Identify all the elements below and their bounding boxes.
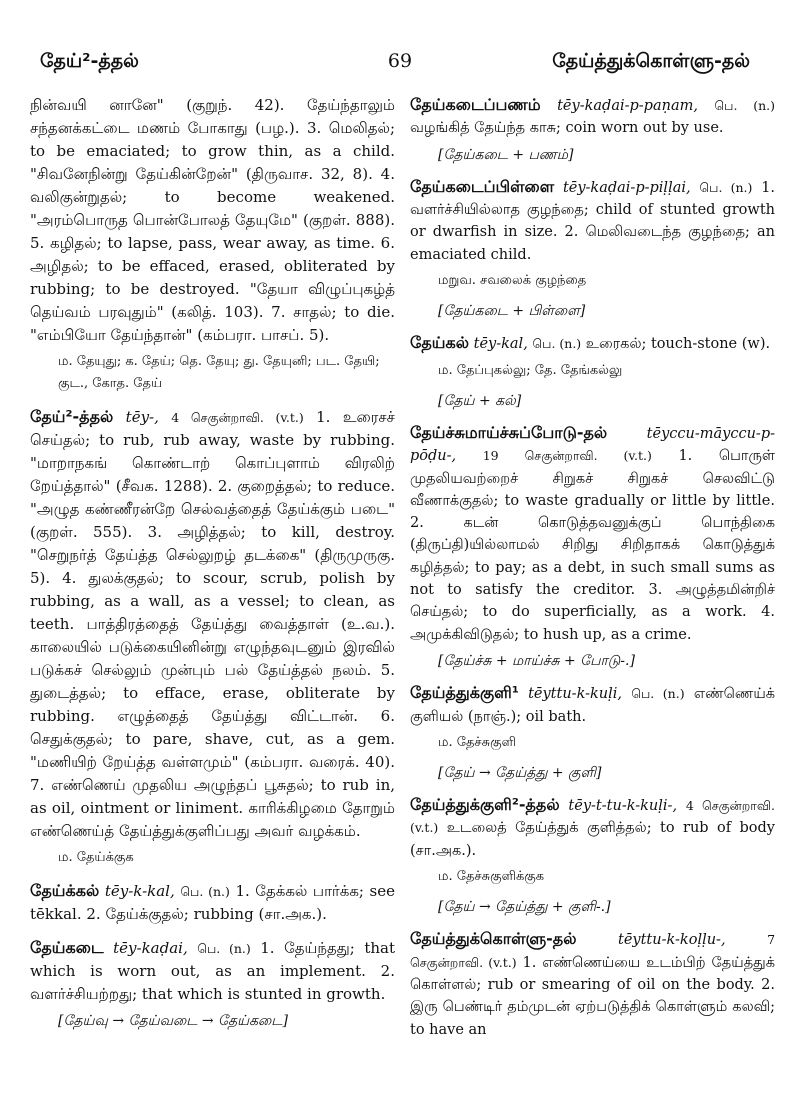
header-right-guideword: தேய்த்துக்கொள்ளு-தல் — [552, 50, 750, 72]
part-of-speech: 4 செகுன்றாவி. (v.t.) — [410, 798, 776, 836]
part-of-speech: 19 செகுன்றாவி. (v.t.) — [482, 448, 652, 464]
transliteration: tēy-k-kal, — [104, 882, 175, 900]
definition: வழங்கித் தேய்ந்த காசு; coin worn out by use. — [410, 120, 724, 137]
definition: உரைகல்; touch-stone (w). — [585, 336, 771, 353]
page-header — [30, 50, 770, 80]
synonym-note: மறுவ. சவலைக் குழந்தை — [438, 273, 587, 289]
headword: தேய்த்துக்குளி¹ — [410, 683, 519, 703]
dictionary-entry — [410, 682, 775, 784]
transliteration: tēyccu-māyccu-p-pōḍu-, — [410, 425, 775, 465]
left-column — [30, 94, 395, 1043]
header-left-guideword: தேய்²-த்தல் — [40, 50, 139, 72]
dictionary-entry — [410, 928, 775, 1040]
etymology: [தேய்கடை + பிள்ளை] — [438, 303, 586, 320]
dictionary-entry — [410, 176, 775, 322]
dictionary-entry — [410, 94, 775, 166]
definition: 1. எண்ணெய்யை உடம்பிற் தேய்த்துக் கொள்ளல்; rub or smearing of oil on the body. 2. இரு பெண்டிர் தம்முடன் ஏற்படுத்திக் கொள்ளும் கலவி; to have an — [410, 954, 775, 1038]
definition: எண்ணெய்க் குளியல் (நாஞ்.); oil bath. — [410, 686, 776, 725]
transliteration: tēyttu-k-koḷḷu-, — [618, 932, 726, 949]
headword: தேய்த்துக்குளி²-த்தல் — [410, 795, 560, 815]
definition: 1. உரைசச் செய்தல்; to rub, rub away, waste by rubbing. "மாறாநகங் கொண்டாற் கொப்புளாம் விரலிற் றேய்த்தால்" (சீவக. 1288). 2. குறைத்தல்; to reduce. "அழுத கண்ணீரன்றே செல்வத்தைத் தேய்க்கும் படை" (குறள். 555). 3. அழித்தல்; to kill, destroy. "செறுநர்த் தேய்த்த செல்லுறழ் தடக்கை" (திருமுருகு. 5). 4. துலக்குதல்; to scour, scrub, polish by rubbing, as a wall, as a vessel; to clean, as teeth. பாத்திரத்தைத் தேய்த்து வைத்தாள் (உ.வ.). காலையில் படுக்கையினின்று எழுந்தவுடனும் இரவில் படுக்கச் செல்லும் முன்பும் பல் தேய்த்தல் நலம். 5. துடைத்தல்; to efface, erase, obliterate by rubbing. எழுத்தைத் தேய்த்து விட்டான். 6. செதுக்குதல்; to pare, shave, cut, as a gem. "மணியிற் றேய்த்த வள்ளமும்" (கம்பரா. வரைக். 40). 7. எண்ணெய் முதலிய அழுந்தப் பூசுதல்; to rub in, as oil, ointment or liniment. காரிக்கிழமை தோறும் எண்ணெய்த் தேய்த்துக்குளிப்பது அவர் வழக்கம். — [30, 408, 395, 840]
transliteration: tēy-t-tu-k-kuḷi-, — [568, 798, 678, 815]
dictionary-entry — [30, 879, 395, 926]
headword: தேய்கடைப்பிள்ளை — [410, 176, 555, 196]
dictionary-entry — [30, 405, 395, 869]
definition: 1. வளர்ச்சியில்லாத குழந்தை; child of stunted growth or dwarfish in size. 2. மெலிவடைந்த குழந்தை; an emaciated child. — [410, 179, 776, 263]
headword: தேய்²-த்தல் — [30, 407, 114, 426]
transliteration: tēy-kal, — [473, 336, 528, 353]
part-of-speech: 7 செகுன்றாவி. (v.t.) — [410, 932, 776, 970]
headword: தேய்கல் — [410, 333, 470, 353]
dictionary-entry — [410, 794, 775, 918]
cognates: ம. தேச்சுகுளிக்குக — [438, 869, 545, 885]
headword: தேய்த்துக்கொள்ளு-தல் — [410, 929, 577, 949]
part-of-speech: பெ. (n.) — [714, 98, 776, 113]
cognates: ம. தேப்புகல்லு; தே. தேங்கல்லு — [438, 362, 623, 378]
cognates: ம. தேச்சுகுளி — [438, 734, 516, 750]
headword: தேய்கடை — [30, 938, 104, 957]
transliteration: tēyttu-k-kuḷi, — [528, 686, 623, 703]
dictionary-entry — [410, 332, 775, 412]
dictionary-entry — [410, 422, 775, 672]
etymology: [தேய் → தேய்த்து + குளி] — [438, 764, 602, 781]
etymology: [தேய்கடை + பணம்] — [438, 146, 574, 163]
part-of-speech: பெ. (n.) — [197, 941, 251, 956]
page-number: 69 — [387, 50, 413, 72]
dictionary-entry — [30, 936, 395, 1033]
definition: 1. தேய்ந்தது; that which is worn out, as an implement. 2. வளர்ச்சியற்றது; that which is stunted in growth. — [30, 939, 395, 1003]
transliteration: tēy-, — [125, 408, 159, 426]
cognates: ம. தேயுது; க. தேய்; தெ. தேயு; து. தேயுனி; பட. தேயி; குட., கோத. தேய் — [58, 354, 380, 391]
cognates: ம. தேய்க்குக — [58, 850, 134, 865]
part-of-speech: பெ. (n.) — [631, 686, 685, 702]
transliteration: tēy-kaḍai, — [113, 939, 188, 957]
etymology: [தேய் + கல்] — [438, 392, 522, 409]
etymology: [தேய்ச்சு + மாய்ச்சு + போடு-.] — [438, 652, 635, 669]
part-of-speech: பெ. (n.) — [532, 336, 582, 352]
definition: 1. தேக்கல் பார்க்க; see tēkkal. 2. தேய்க்குதல்; rubbing (சா.அக.). — [30, 882, 395, 923]
continued-entry — [30, 94, 395, 395]
transliteration: tēy-kaḍai-p-piḷḷai, — [562, 179, 691, 196]
part-of-speech: 4 செகுன்றாவி. (v.t.) — [171, 410, 304, 425]
transliteration: tēy-kaḍai-p-paṇam, — [557, 98, 698, 114]
right-column — [410, 94, 775, 1051]
part-of-speech: பெ. (n.) — [699, 179, 753, 195]
etymology: [தேய் → தேய்த்து + குளி-.] — [438, 899, 611, 916]
headword: தேய்ச்சுமாய்ச்சுப்போடு-தல் — [410, 422, 608, 442]
definition: 1. பொருள் முதலியவற்றைச் சிறுகச் சிறுகச் செலவிட்டு வீணாக்குதல்; to waste gradually or little by little. 2. கடன் கொடுத்தவனுக்குப் பொந்திகை (திருப்தி)யில்லாமல் சிறிது சிறிதாகக் கொடுத்துக் கழித்தல்; to pay; as a debt, in such small sums as not to satisfy the creditor. 3. அழுத்தமின்றிச் செய்தல்; to do superficially, as a work. 4. அமுக்கிவிடுதல்; to hush up, as a crime. — [410, 448, 776, 643]
etymology: [தேய்வு → தேய்வடை → தேய்கடை] — [58, 1013, 288, 1029]
headword: தேய்க்கல் — [30, 881, 100, 900]
definition: உடலைத் தேய்த்துக் குளித்தல்; to rub of body (சா.அக.). — [410, 820, 776, 859]
part-of-speech: பெ. (n.) — [180, 884, 230, 899]
continued-text: நின்வயி னானே" (குறுந். 42). தேய்ந்தாலும் சந்தனக்கட்டை மணம் போகாது (பழ.). 3. மெலிதல்; to be emaciated; to grow thin, as a child. "சிவனேநின்று தேய்கின்றேன்" (திருவாச. 32, 8). 4. வலிகுன்றுதல்; to become weakened. "அரம்பொருத பொன்போலத் தேயுமே" (குறள். 888). 5. கழிதல்; to lapse, pass, wear away, as time. 6. அழிதல்; to be effaced, erased, obliterated by rubbing; to be destroyed. "தேயா விழுப்புகழ்த் தெய்வம் பரவுதும்" (கலித். 103). 7. சாதல்; to die. "எம்பியோ தேய்ந்தான்" (கம்பரா. பாசப். 5). — [30, 96, 395, 344]
headword: தேய்கடைப்பணம் — [410, 95, 541, 114]
